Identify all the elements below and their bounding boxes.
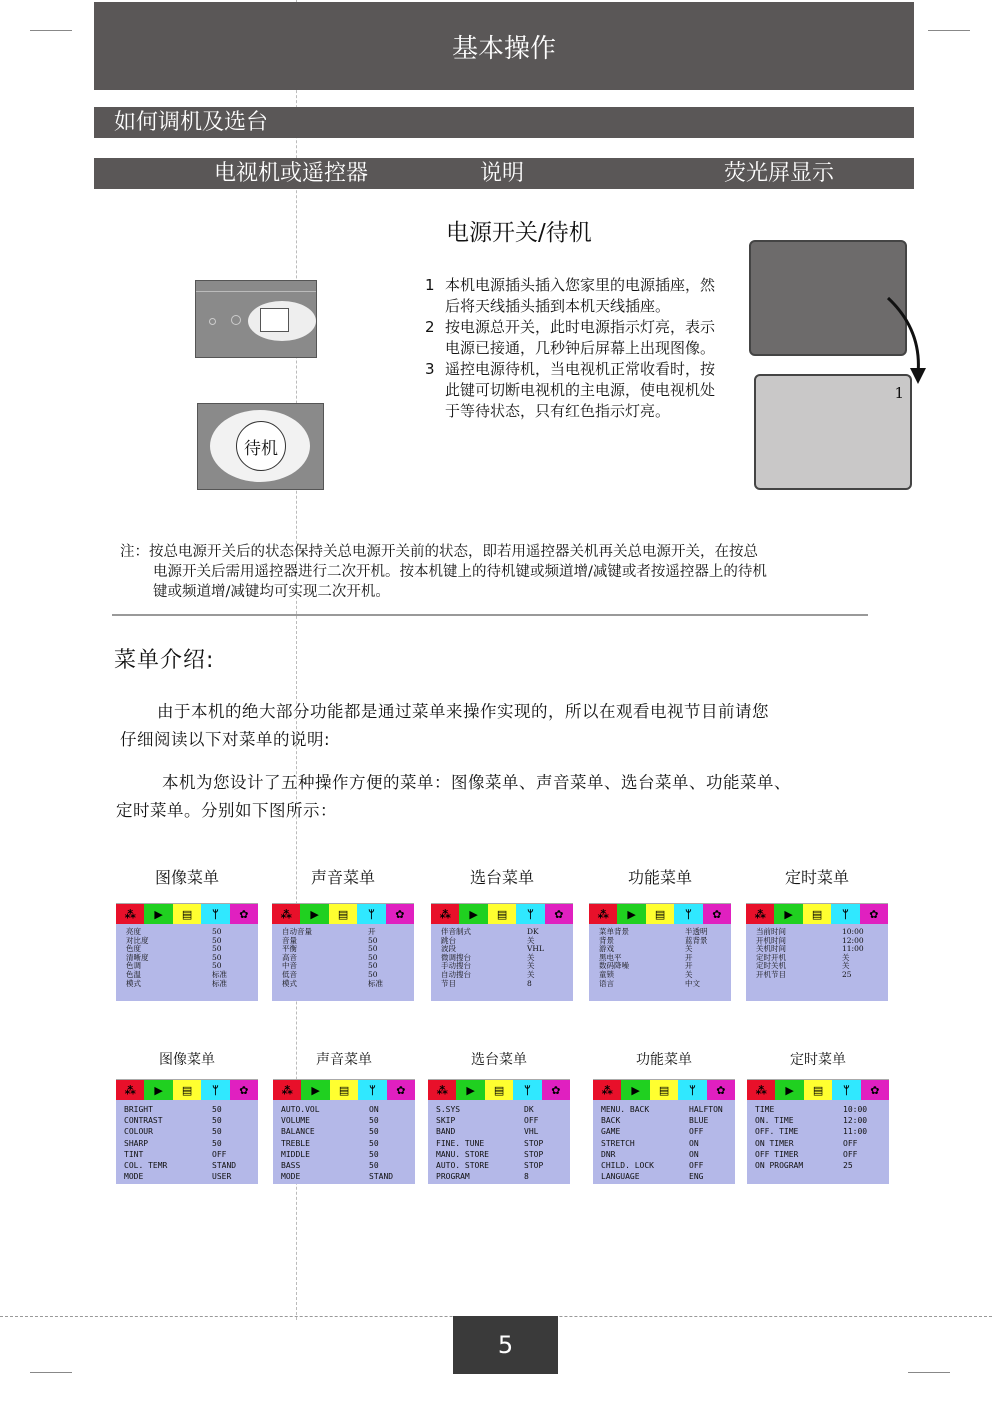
menu-row: COL. TEMR STAND	[124, 1161, 237, 1171]
paragraph: 本机为您设计了五种操作方便的菜单：图像菜单、声音菜单、选台菜单、功能菜单、	[162, 773, 791, 792]
osd-menu-panel	[428, 1079, 570, 1184]
picture-icon: ⁂	[116, 1080, 144, 1100]
power-switch-icon	[260, 308, 289, 332]
sound-icon: ▶	[456, 1080, 484, 1100]
channel-icon: ▤	[173, 1080, 201, 1100]
menu-row: STRETCH ON	[601, 1138, 699, 1148]
picture-icon: ⁂	[593, 1080, 621, 1100]
channel-icon: ▤	[485, 1080, 513, 1100]
menu-row: S.SYS DK	[436, 1105, 534, 1114]
picture-icon: ⁂	[428, 1080, 456, 1100]
column-header-device: 电视机或遥控器	[214, 161, 369, 186]
picture-icon: ⁂	[272, 904, 300, 924]
menu-row: MENU. BACK HALFTON	[601, 1105, 723, 1114]
menu-caption: 定时菜单	[784, 868, 849, 887]
menu-row: SHARP 50	[124, 1138, 222, 1148]
menu-row: 模式 标准	[282, 978, 383, 988]
menu-row: 伴音制式 DK	[441, 927, 539, 936]
channel-icon: ▤	[803, 904, 831, 924]
timer-icon: ✿	[707, 1080, 735, 1100]
menu-row: 清晰度 50	[126, 952, 222, 962]
tv-panel-illustration	[195, 280, 317, 358]
indicator-light-icon	[209, 318, 216, 325]
power-steps	[425, 275, 715, 422]
menu-row: TIME 10:00	[755, 1105, 868, 1114]
function-icon: ᛘ	[201, 904, 229, 924]
paragraph: 定时菜单。分别如下图所示：	[116, 801, 337, 820]
menu-row: 当前时间 10:00	[756, 927, 864, 936]
timer-icon: ✿	[703, 904, 731, 924]
timer-icon: ✿	[542, 1080, 570, 1100]
menu-row: TINT OFF	[124, 1149, 227, 1159]
menu-row: 菜单背景 半透明	[599, 927, 708, 936]
menu-row: 模式 标准	[126, 978, 227, 988]
menu-row: AUTO.VOL ON	[281, 1105, 379, 1114]
column-header-description: 说明	[480, 161, 525, 186]
sensor-icon	[231, 315, 241, 325]
osd-menu-panel	[431, 903, 573, 1001]
sound-icon: ▶	[301, 1080, 329, 1100]
crop-mark	[908, 1372, 950, 1373]
menu-row: BASS 50	[281, 1161, 379, 1171]
menu-row: 游戏 关	[599, 944, 693, 954]
menu-row: SKIP OFF	[436, 1116, 539, 1126]
menu-row: 语言 中文	[599, 978, 700, 988]
paragraph: 仔细阅读以下对菜单的说明:	[120, 730, 331, 749]
picture-icon: ⁂	[431, 904, 459, 924]
menu-row: 黑电平 开	[599, 952, 693, 962]
menu-row: MODE STAND	[281, 1172, 394, 1182]
menu-row: FINE. TUNE STOP	[436, 1138, 544, 1148]
menu-row: MANU. STORE STOP	[436, 1149, 544, 1159]
menu-row: 中音 50	[282, 961, 378, 971]
menu-row: ON PROGRAM 25	[755, 1161, 853, 1171]
section-title: 如何调机及选台	[94, 107, 914, 138]
menu-row: 色调 50	[126, 961, 222, 971]
timer-icon: ✿	[860, 904, 888, 924]
menu-caption: 声音菜单	[310, 868, 375, 887]
menu-row: 定时关机 关	[756, 961, 850, 971]
note: 注：按总电源开关后的状态保持关总电源开关前的状态，即若用遥控器关机再关总电源开关，在按总 电源开关后需用遥控器进行二次开机。按本机键上的待机键或频道增/减键或者按遥控器上的待机 键或频道增/减键均可实现二次开机。	[120, 544, 767, 600]
channel-icon: ▤	[488, 904, 516, 924]
menu-caption: 定时菜单	[790, 1052, 846, 1068]
menu-row: 童锁 关	[599, 969, 693, 979]
menu-row: LANGUAGE ENG	[601, 1172, 704, 1182]
function-icon: ᛘ	[357, 904, 385, 924]
menu-row: BRIGHT 50	[124, 1105, 222, 1114]
menu-caption: 功能菜单	[636, 1052, 692, 1068]
menu-row: 开机时间 12:00	[756, 935, 864, 945]
menu-row: 背景 蓝背景	[599, 935, 708, 945]
timer-icon: ✿	[387, 1080, 415, 1100]
menu-row: CHILD. LOCK OFF	[601, 1161, 704, 1171]
sound-icon: ▶	[774, 904, 802, 924]
power-title: 电源开关/待机	[446, 220, 592, 246]
osd-menu-panel	[116, 1079, 258, 1184]
menu-row: 微调搜台 关	[441, 952, 535, 962]
menu-caption: 声音菜单	[316, 1052, 372, 1068]
menu-row: 高音 50	[282, 952, 378, 962]
menu-row: BAND VHL	[436, 1127, 539, 1137]
picture-icon: ⁂	[746, 904, 774, 924]
picture-icon: ⁂	[747, 1080, 775, 1100]
page-number: 5	[453, 1316, 558, 1374]
function-icon: ᛘ	[678, 1080, 706, 1100]
sound-icon: ▶	[617, 904, 645, 924]
paragraph: 由于本机的绝大部分功能都是通过菜单来操作实现的，所以在观看电视节目前请您	[157, 702, 769, 721]
function-icon: ᛘ	[832, 1080, 860, 1100]
sound-icon: ▶	[775, 1080, 803, 1100]
function-icon: ᛘ	[201, 1080, 229, 1100]
picture-icon: ⁂	[589, 904, 617, 924]
menu-row: 自动搜台 关	[441, 969, 535, 979]
menu-row: OFF. TIME 11:00	[755, 1127, 868, 1137]
menu-row: 开机节目 25	[756, 969, 852, 979]
function-icon: ᛘ	[513, 1080, 541, 1100]
menu-row: 跳台 关	[441, 935, 535, 945]
osd-menu-panel	[273, 1079, 415, 1184]
menu-row: 数码降噪 开	[599, 961, 693, 971]
osd-menu-panel	[116, 903, 258, 1001]
function-icon: ᛘ	[831, 904, 859, 924]
crop-mark	[30, 1372, 72, 1373]
menu-row: 关机时间 11:00	[756, 944, 864, 954]
timer-icon: ✿	[386, 904, 414, 924]
channel-icon: ▤	[646, 904, 674, 924]
sound-icon: ▶	[459, 904, 487, 924]
sound-icon: ▶	[144, 904, 172, 924]
menu-row: 色温 标准	[126, 969, 227, 979]
menu-caption: 选台菜单	[469, 868, 534, 887]
menu-row: DNR ON	[601, 1149, 699, 1159]
menu-row: BALANCE 50	[281, 1127, 379, 1137]
menu-row: 节目 8	[441, 978, 532, 988]
timer-icon: ✿	[230, 1080, 258, 1100]
picture-icon: ⁂	[116, 904, 144, 924]
menu-row: 低音 50	[282, 969, 378, 979]
function-icon: ᛘ	[674, 904, 702, 924]
function-icon: ᛘ	[516, 904, 544, 924]
menu-row: 平衡 50	[282, 944, 378, 954]
crop-mark	[30, 30, 72, 31]
standby-button-icon: 待机	[236, 421, 286, 471]
menu-caption: 图像菜单	[154, 868, 219, 887]
channel-icon: ▤	[804, 1080, 832, 1100]
sound-icon: ▶	[621, 1080, 649, 1100]
osd-menu-panel	[747, 1079, 889, 1184]
osd-menu-panel	[593, 1079, 735, 1184]
menu-row: AUTO. STORE STOP	[436, 1161, 544, 1171]
channel-icon: ▤	[329, 904, 357, 924]
screen-on-illustration	[754, 374, 912, 490]
menu-row: MODE USER	[124, 1172, 232, 1182]
crop-mark	[928, 30, 970, 31]
list-item: 2 按电源总开关，此时电源指示灯亮，表示电源已接通，几秒钟后屏幕上出现图像。	[425, 318, 716, 357]
divider	[112, 614, 868, 616]
menu-row: BACK BLUE	[601, 1116, 709, 1126]
timer-icon: ✿	[545, 904, 573, 924]
remote-illustration	[197, 403, 324, 490]
timer-icon: ✿	[230, 904, 258, 924]
menu-caption: 功能菜单	[627, 868, 692, 887]
menu-row: 音量 50	[282, 935, 378, 945]
menu-row: 手动搜台 关	[441, 961, 535, 971]
channel-icon: ▤	[650, 1080, 678, 1100]
menu-row: VOLUME 50	[281, 1116, 379, 1126]
menu-row: 亮度 50	[126, 927, 222, 936]
column-header-bar	[94, 158, 914, 189]
channel-number: 1	[894, 384, 904, 402]
menu-row: ON TIMER OFF	[755, 1138, 858, 1148]
osd-menu-panel	[272, 903, 414, 1001]
osd-menu-panel	[746, 903, 888, 1001]
menu-row: COLOUR 50	[124, 1127, 222, 1137]
menu-row: OFF TIMER OFF	[755, 1149, 858, 1159]
menu-caption: 图像菜单	[159, 1052, 215, 1068]
menu-row: 对比度 50	[126, 935, 222, 945]
menu-row: ON. TIME 12:00	[755, 1116, 868, 1126]
menu-row: 自动音量 开	[282, 927, 376, 936]
channel-icon: ▤	[330, 1080, 358, 1100]
osd-menu-panel	[589, 903, 731, 1001]
channel-icon: ▤	[173, 904, 201, 924]
menu-intro-heading: 菜单介绍:	[114, 648, 215, 673]
menu-caption: 选台菜单	[471, 1052, 527, 1068]
menu-row: TREBLE 50	[281, 1138, 379, 1148]
menu-row: 色度 50	[126, 944, 222, 954]
sound-icon: ▶	[300, 904, 328, 924]
timer-icon: ✿	[861, 1080, 889, 1100]
menu-row: PROGRAM 8	[436, 1172, 529, 1182]
sound-icon: ▶	[144, 1080, 172, 1100]
function-icon: ᛘ	[358, 1080, 386, 1100]
menu-row: GAME OFF	[601, 1127, 704, 1137]
menu-row: MIDDLE 50	[281, 1149, 379, 1159]
menu-row: 波段 VHL	[441, 944, 544, 954]
list-item: 1 本机电源插头插入您家里的电源插座，然后将天线插头插到本机天线插座。	[425, 276, 716, 315]
picture-icon: ⁂	[273, 1080, 301, 1100]
column-header-screen: 荧光屏显示	[724, 161, 835, 186]
page-title: 基本操作	[94, 2, 914, 90]
menu-row: CONTRAST 50	[124, 1116, 222, 1126]
list-item: 3 遥控电源待机，当电视机正常收看时，按此键可切断电视机的主电源，使电视机处于等待状态，只有红色指示灯亮。	[425, 360, 716, 420]
menu-row: 定时开机 关	[756, 952, 850, 962]
